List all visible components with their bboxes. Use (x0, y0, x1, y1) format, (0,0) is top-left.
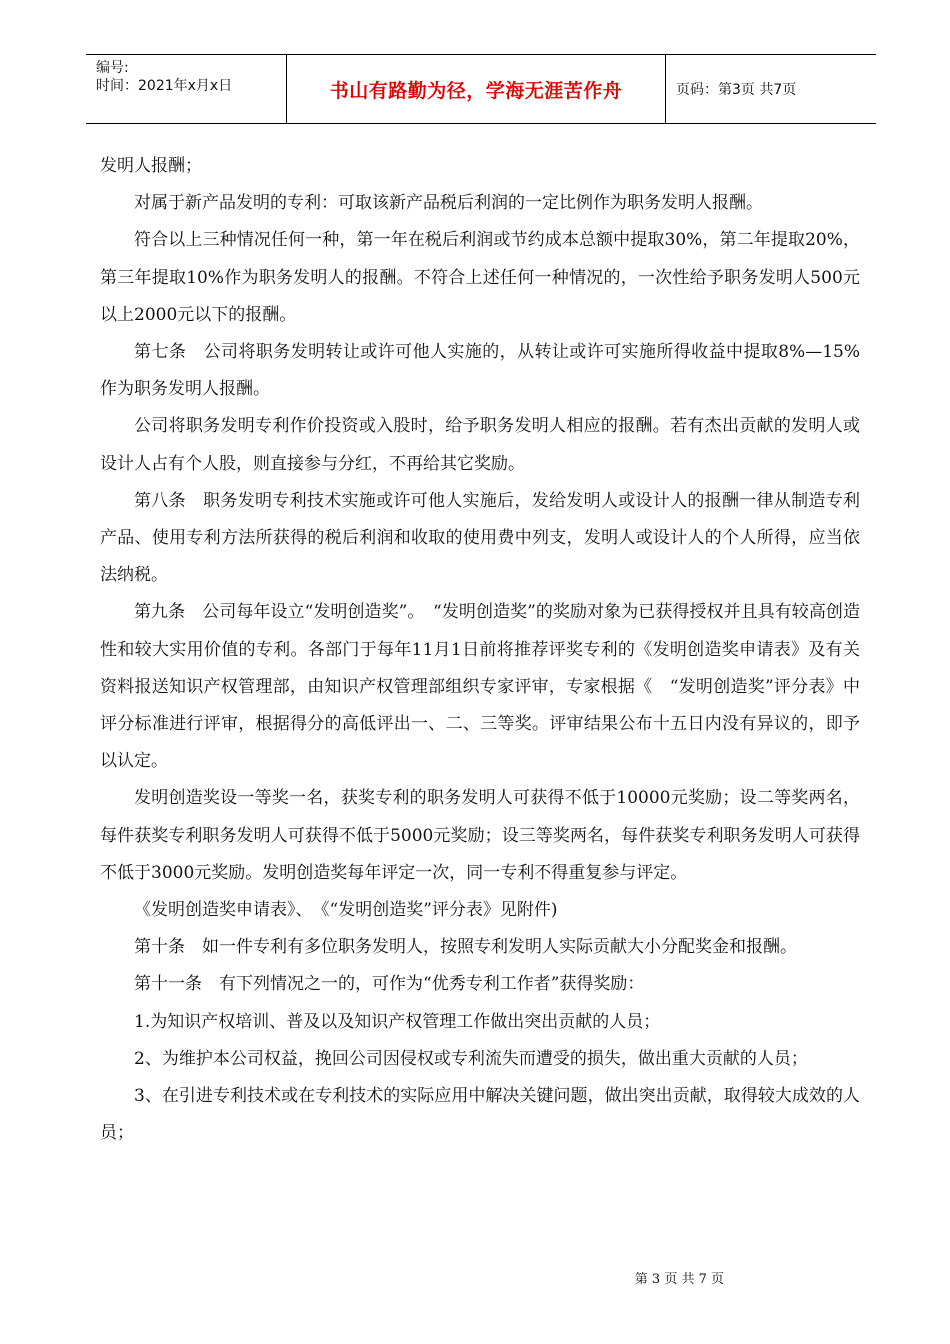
paragraph: 《发明创造奖申请表》、 《“发明创造奖”评分表》见附件) (134, 900, 558, 921)
paragraph: 第七条 公司将职务发明转让或许可他人实施的，从转让或许可实施所得收益中提取8%—15%作为职务发明人报酬。 (100, 342, 860, 400)
paragraph: 第十一条 有下列情况之一的，可作为“优秀专利工作者”获得奖励： (134, 974, 645, 995)
time-label: 时间：2021年x月x日 (96, 78, 233, 94)
paragraph: 发明人报酬； (100, 156, 202, 176)
header-meta (86, 55, 286, 123)
paragraph: 公司将职务发明专利作价投资或入股时，给予职务发明人相应的报酬。若有杰出贡献的发明人或设计人占有个人股，则直接参与分红，不再给其它奖励。 (100, 416, 860, 474)
paragraph: 发明创造奖设一等奖一名，获奖专利的职务发明人可获得不低于10000元奖励；设二等奖两名，每件获奖专利职务发明人可获得不低于5000元奖励；设三等奖两名，每件获奖专利职务发明人可获得不低于3000元奖励。发明创造奖每年评定一次，同一专利不得重复参与评定。 (100, 788, 860, 883)
header-page-label: 页码：第3页 共7页 (676, 82, 797, 98)
page-header (86, 54, 876, 124)
paragraph: 3、在引进专利技术或在专利技术的实际应用中解决关键问题，做出突出贡献，取得较大成效的人员； (100, 1086, 860, 1144)
serial-label: 编号: (96, 60, 129, 76)
paragraph: 第八条 职务发明专利技术实施或许可他人实施后，发给发明人或设计人的报酬一律从制造专利产品、使用专利方法所获得的税后利润和收取的使用费中列支，发明人或设计人的个人所得，应当依法纳税。 (100, 490, 860, 586)
document-body (100, 148, 860, 1152)
paragraph: 第十条 如一件专利有多位职务发明人，按照专利发明人实际贡献大小分配奖金和报酬。 (134, 937, 797, 958)
paragraph: 对属于新产品发明的专利：可取该新产品税后利润的一定比例作为职务发明人报酬。 (134, 193, 763, 214)
paragraph: 1.为知识产权培训、普及以及知识产权管理工作做出突出贡献的人员； (134, 1011, 661, 1032)
page-footer: 第 3 页 共 7 页 (634, 1272, 724, 1287)
paragraph: 第九条 公司每年设立“发明创造奖”。 “发明创造奖”的奖励对象为已获得授权并且具有较高创造性和较大实用价值的专利。各部门于每年11月1日前将推荐评奖专利的《发明创造奖申请表》及有关资料报送知识产权管理部，由知识产权管理部组织专家评审，专家根据《 “发明创造奖”评分表》中评分标准进行评审，根据得分的高低评出一、二、三等奖。评审结果公布十五日内没有异议的，即予以认定。 (100, 602, 860, 772)
paragraph: 2、为维护本公司权益，挽回公司因侵权或专利流失而遭受的损失，做出重大贡献的人员； (134, 1048, 808, 1069)
paragraph: 符合以上三种情况任何一种，第一年在税后利润或节约成本总额中提取30%，第二年提取20%，第三年提取10%作为职务发明人的报酬。不符合上述任何一种情况的，一次性给予职务发明人500元以上2000元以下的报酬。 (100, 230, 860, 325)
header-motto: 书山有路勤为径，学海无涯苦作舟 (286, 55, 666, 123)
